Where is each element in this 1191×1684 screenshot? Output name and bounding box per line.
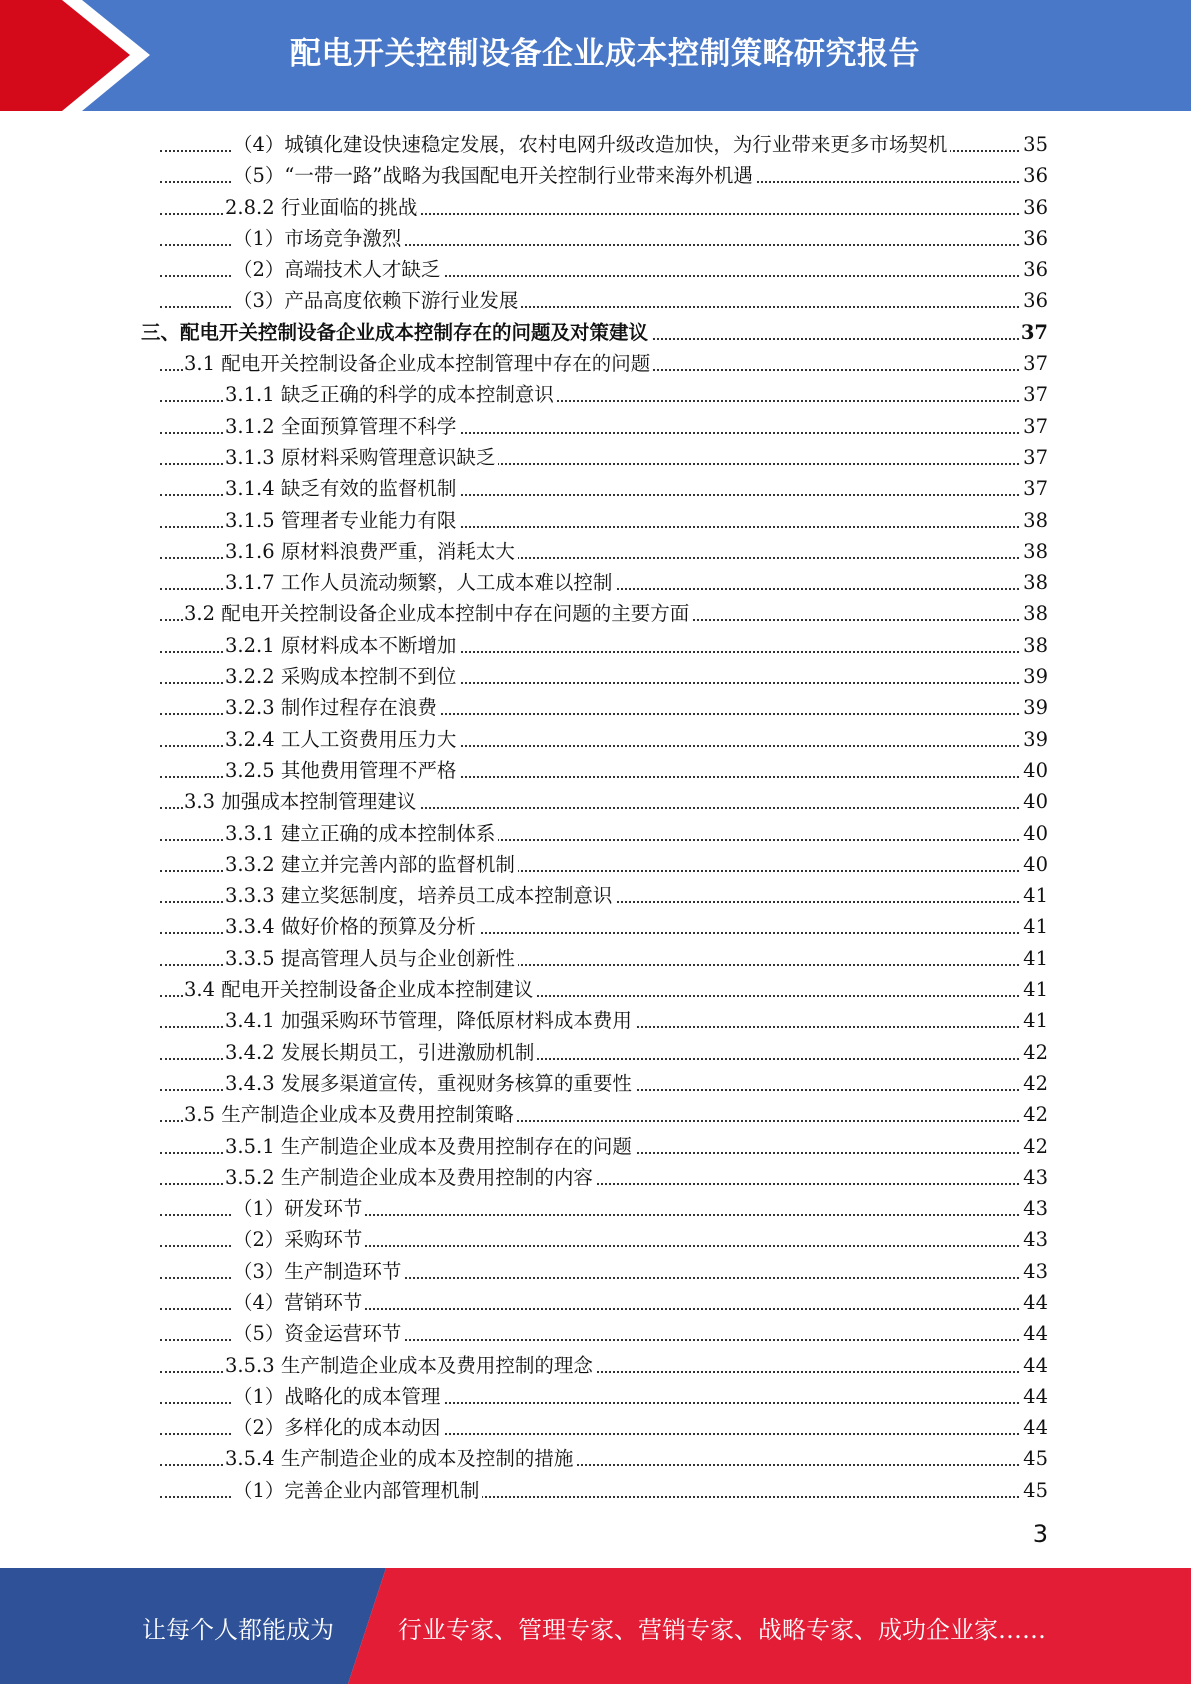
toc-entry-page: 45 [1021,1443,1048,1474]
toc-entry-title: 3.3.2 建立并完善内部的监督机制 [225,849,518,880]
toc-entry[interactable] [0,379,1191,410]
toc-entry[interactable] [0,849,1191,880]
toc-entry-title: 3.3.4 做好价格的预算及分析 [225,911,479,942]
toc-entry[interactable] [0,598,1191,629]
toc-entry-page: 37 [1021,442,1048,473]
toc-entry[interactable] [0,1381,1191,1412]
toc-entry[interactable] [0,1131,1191,1162]
toc-entry[interactable] [0,285,1191,316]
toc-entry-page: 38 [1021,567,1048,598]
toc-entry-title: 3.1 配电开关控制设备企业成本控制管理中存在的问题 [184,348,653,379]
toc-entry-page: 39 [1021,692,1048,723]
page-header [0,0,1191,111]
toc-entry-page: 44 [1021,1318,1048,1349]
toc-entry-page: 43 [1021,1224,1048,1255]
toc-entry-title: 3.3.3 建立奖惩制度，培养员工成本控制意识 [225,880,615,911]
toc-entry-page: 43 [1021,1193,1048,1224]
toc-entry[interactable] [0,1224,1191,1255]
toc-entry-page: 37 [1019,317,1048,348]
toc-entry-page: 37 [1021,411,1048,442]
page-footer [0,1568,1191,1684]
toc-entry[interactable] [0,1443,1191,1474]
toc-entry-page: 35 [1021,129,1048,160]
toc-entry-page: 40 [1021,755,1048,786]
toc-entry-page: 45 [1021,1475,1048,1506]
toc-entry-page: 37 [1021,473,1048,504]
toc-entry[interactable] [0,536,1191,567]
toc-entry-title: （1）完善企业内部管理机制 [233,1475,482,1506]
toc-entry[interactable] [0,1068,1191,1099]
toc-entry-page: 43 [1021,1256,1048,1287]
toc-entry-title: 3.5.1 生产制造企业成本及费用控制存在的问题 [225,1131,635,1162]
toc-entry-title: 3.1.5 管理者专业能力有限 [225,505,459,536]
toc-entry-page: 42 [1021,1099,1048,1130]
toc-entry-page: 42 [1021,1068,1048,1099]
toc-entry-title: 3.2.2 采购成本控制不到位 [225,661,459,692]
toc-entry[interactable] [0,223,1191,254]
toc-entry[interactable] [0,1099,1191,1130]
toc-entry[interactable] [0,786,1191,817]
toc-entry-title: （5）资金运营环节 [233,1318,404,1349]
toc-entry-title: 3.4 配电开关控制设备企业成本控制建议 [184,974,536,1005]
toc-entry-title: （1）战略化的成本管理 [233,1381,443,1412]
toc-entry[interactable] [0,1287,1191,1318]
toc-entry-page: 38 [1021,536,1048,567]
toc-entry-title: 3.5.3 生产制造企业成本及费用控制的理念 [225,1350,596,1381]
toc-entry-page: 37 [1021,379,1048,410]
toc-entry[interactable] [0,974,1191,1005]
toc-entry-title: 2.8.2 行业面临的挑战 [225,192,420,223]
toc-entry[interactable] [0,943,1191,974]
toc-entry-page: 36 [1021,223,1048,254]
toc-entry-title: （4）营销环节 [233,1287,365,1318]
toc-entry-title: 3.3 加强成本控制管理建议 [184,786,419,817]
toc-entry-title: 3.1.7 工作人员流动频繁，人工成本难以控制 [225,567,615,598]
toc-entry-title: （2）多样化的成本动因 [233,1412,443,1443]
toc-entry-page: 41 [1021,943,1048,974]
toc-entry-page: 43 [1021,1162,1048,1193]
toc-entry-page: 36 [1021,160,1048,191]
header-title: 配电开关控制设备企业成本控制策略研究报告 [290,36,920,72]
toc-entry[interactable] [0,880,1191,911]
toc-entry[interactable] [0,1193,1191,1224]
toc-entry-page: 41 [1021,880,1048,911]
footer-slogan-left: 让每个人都能成为 [142,1616,334,1644]
toc-entry-title: 3.4.2 发展长期员工，引进激励机制 [225,1037,537,1068]
toc-entry[interactable] [0,755,1191,786]
toc-entry-title: 3.3.5 提高管理人员与企业创新性 [225,943,518,974]
toc-entry[interactable] [0,1037,1191,1068]
toc-entry-title: （1）研发环节 [233,1193,365,1224]
toc-entry-page: 40 [1021,818,1048,849]
toc-entry-page: 44 [1021,1381,1048,1412]
footer-slogan-right: 行业专家、管理专家、营销专家、战略专家、成功企业家…… [398,1616,1046,1644]
toc-entry-title: 3.1.6 原材料浪费严重，消耗太大 [225,536,518,567]
toc-entry-title: 3.2 配电开关控制设备企业成本控制中存在问题的主要方面 [184,598,692,629]
toc-entry-page: 38 [1021,630,1048,661]
toc-entry[interactable] [0,1005,1191,1036]
toc-entry[interactable] [0,1318,1191,1349]
toc-entry[interactable] [0,567,1191,598]
toc-entry[interactable] [0,1350,1191,1381]
toc-entry-page: 42 [1021,1037,1048,1068]
toc-entry-title: （5）“一带一路”战略为我国配电开关控制行业带来海外机遇 [233,160,756,191]
toc-entry-page: 40 [1021,786,1048,817]
toc-entry-page: 44 [1021,1350,1048,1381]
toc-entry-title: 3.4.3 发展多渠道宣传，重视财务核算的重要性 [225,1068,635,1099]
toc-entry[interactable] [0,442,1191,473]
toc-entry[interactable] [0,348,1191,379]
toc-entry-title: （1）市场竞争激烈 [233,223,404,254]
toc-entry-page: 42 [1021,1131,1048,1162]
toc-entry-page: 36 [1021,192,1048,223]
toc-entry-title: 3.5.2 生产制造企业成本及费用控制的内容 [225,1162,596,1193]
toc-entry-page: 37 [1021,348,1048,379]
toc-entry[interactable] [0,505,1191,536]
toc-entry-page: 38 [1021,598,1048,629]
toc-entry-title: （3）生产制造环节 [233,1256,404,1287]
toc-entry[interactable] [0,160,1191,191]
toc-entry-page: 39 [1021,661,1048,692]
toc-entry-title: 3.1.4 缺乏有效的监督机制 [225,473,459,504]
toc-entry[interactable] [0,818,1191,849]
toc-entry-page: 38 [1021,505,1048,536]
toc-entry[interactable] [0,661,1191,692]
toc-entry-page: 39 [1021,724,1048,755]
toc-entry[interactable] [0,911,1191,942]
toc-entry-title: （2）采购环节 [233,1224,365,1255]
toc-entry-page: 36 [1021,254,1048,285]
toc-entry-title: 3.5 生产制造企业成本及费用控制策略 [184,1099,517,1130]
toc-entry-title: 3.3.1 建立正确的成本控制体系 [225,818,498,849]
toc-entry[interactable] [0,1412,1191,1443]
toc-entry[interactable] [0,1162,1191,1193]
toc-entry-title: 3.2.1 原材料成本不断增加 [225,630,459,661]
toc-entry-title: 3.4.1 加强采购环节管理，降低原材料成本费用 [225,1005,635,1036]
toc-entry[interactable] [0,411,1191,442]
toc-entry[interactable] [0,692,1191,723]
toc-entry-title: 3.1.3 原材料采购管理意识缺乏 [225,442,498,473]
toc-entry-title: 3.2.3 制作过程存在浪费 [225,692,440,723]
toc-entry-title: 3.2.5 其他费用管理不严格 [225,755,459,786]
toc-entry-page: 44 [1021,1287,1048,1318]
toc-entry[interactable] [0,473,1191,504]
toc-entry-page: 41 [1021,1005,1048,1036]
toc-entry[interactable] [0,317,1191,348]
toc-entry-page: 44 [1021,1412,1048,1443]
toc-entry-title: 3.5.4 生产制造企业的成本及控制的措施 [225,1443,576,1474]
toc-entry-title: 三、配电开关控制设备企业成本控制存在的问题及对策建议 [141,317,651,348]
toc-entry-title: 3.1.2 全面预算管理不科学 [225,411,459,442]
toc-entry[interactable] [0,724,1191,755]
table-of-contents [0,129,1191,1506]
toc-entry-title: （3）产品高度依赖下游行业发展 [233,285,521,316]
toc-entry[interactable] [0,1475,1191,1506]
page-number: 3 [1032,1520,1048,1548]
toc-entry-title: （2）高端技术人才缺乏 [233,254,443,285]
toc-entry[interactable] [0,129,1191,160]
toc-entry-title: （4）城镇化建设快速稳定发展，农村电网升级改造加快，为行业带来更多市场契机 [233,129,950,160]
toc-entry-page: 40 [1021,849,1048,880]
toc-entry[interactable] [0,254,1191,285]
toc-entry-title: 3.1.1 缺乏正确的科学的成本控制意识 [225,379,557,410]
toc-entry[interactable] [0,630,1191,661]
toc-entry[interactable] [0,192,1191,223]
toc-entry-page: 41 [1021,974,1048,1005]
toc-entry[interactable] [0,1256,1191,1287]
toc-entry-title: 3.2.4 工人工资费用压力大 [225,724,459,755]
toc-entry-page: 36 [1021,285,1048,316]
toc-entry-page: 41 [1021,911,1048,942]
